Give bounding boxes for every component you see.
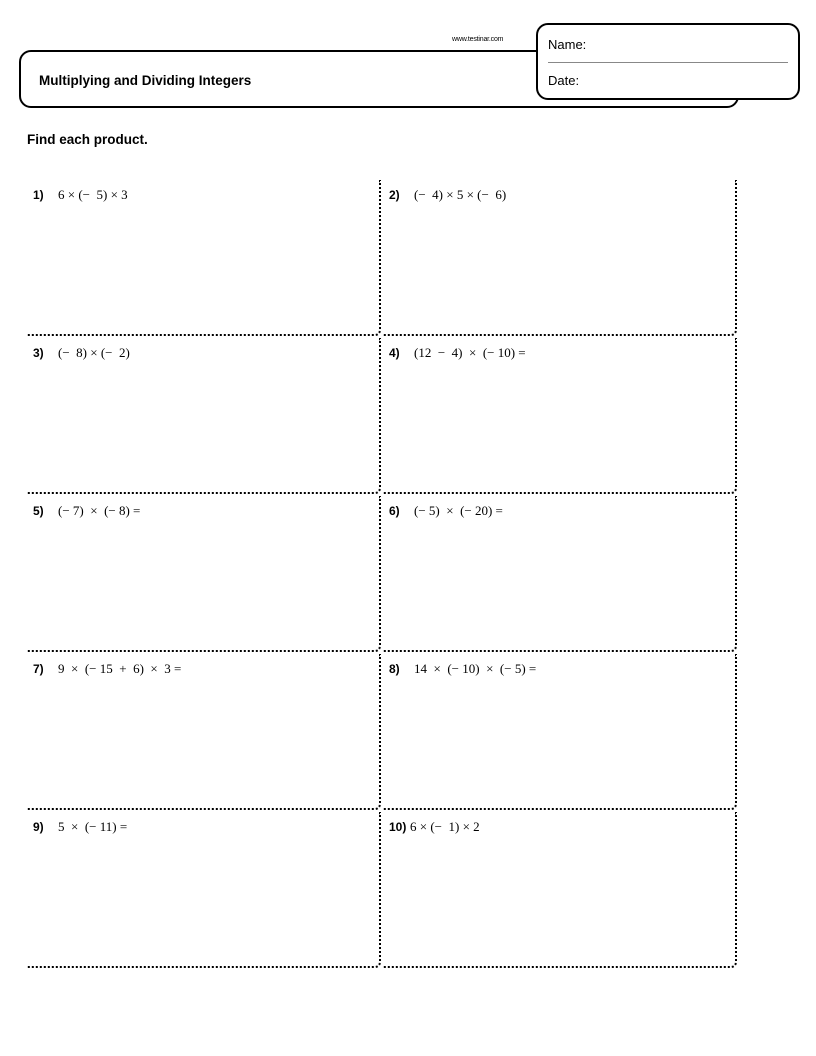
problem-expression: (− 4) × 5 × (− 6) (414, 187, 507, 202)
problem-expression: (− 7) × (− 8) = (58, 503, 141, 518)
problem-cell (383, 654, 737, 810)
problem-number: 6) (389, 504, 400, 518)
problem-cell (383, 338, 737, 494)
problem-expression: (− 5) × (− 20) = (414, 503, 503, 518)
instructions: Find each product. (27, 132, 148, 147)
problem-number: 3) (33, 346, 44, 360)
name-line (548, 62, 788, 63)
website-url: www.testinar.com (452, 36, 504, 43)
problem-cell (27, 180, 381, 336)
problem-number: 5) (33, 504, 44, 518)
problem-number: 4) (389, 346, 400, 360)
problem-cell (27, 338, 381, 494)
problem-number: 10) (389, 820, 407, 834)
date-label: Date: (548, 73, 580, 88)
problem-number: 7) (33, 662, 44, 676)
problem-cell (27, 496, 381, 652)
worksheet-title: Multiplying and Dividing Integers (39, 73, 252, 88)
problem-expression: 6 × (− 1) × 2 (410, 819, 480, 834)
problem-cell (383, 496, 737, 652)
problem-cell (27, 812, 381, 968)
problem-expression: 14 × (− 10) × (− 5) = (414, 661, 537, 676)
problem-expression: (− 8) × (− 2) (58, 345, 130, 360)
problem-number: 1) (33, 188, 44, 202)
problem-cell (383, 812, 737, 968)
problem-expression: 5 × (− 11) = (58, 819, 128, 834)
problem-number: 2) (389, 188, 400, 202)
problem-number: 8) (389, 662, 400, 676)
problem-expression: (12 − 4) × (− 10) = (414, 345, 526, 360)
problem-expression: 9 × (− 15 + 6) × 3 = (58, 661, 182, 676)
problem-cell (383, 180, 737, 336)
problem-number: 9) (33, 820, 44, 834)
problem-cell (27, 654, 381, 810)
name-label: Name: (548, 37, 587, 52)
problem-expression: 6 × (− 5) × 3 (58, 187, 128, 202)
name-date-box (536, 23, 800, 100)
